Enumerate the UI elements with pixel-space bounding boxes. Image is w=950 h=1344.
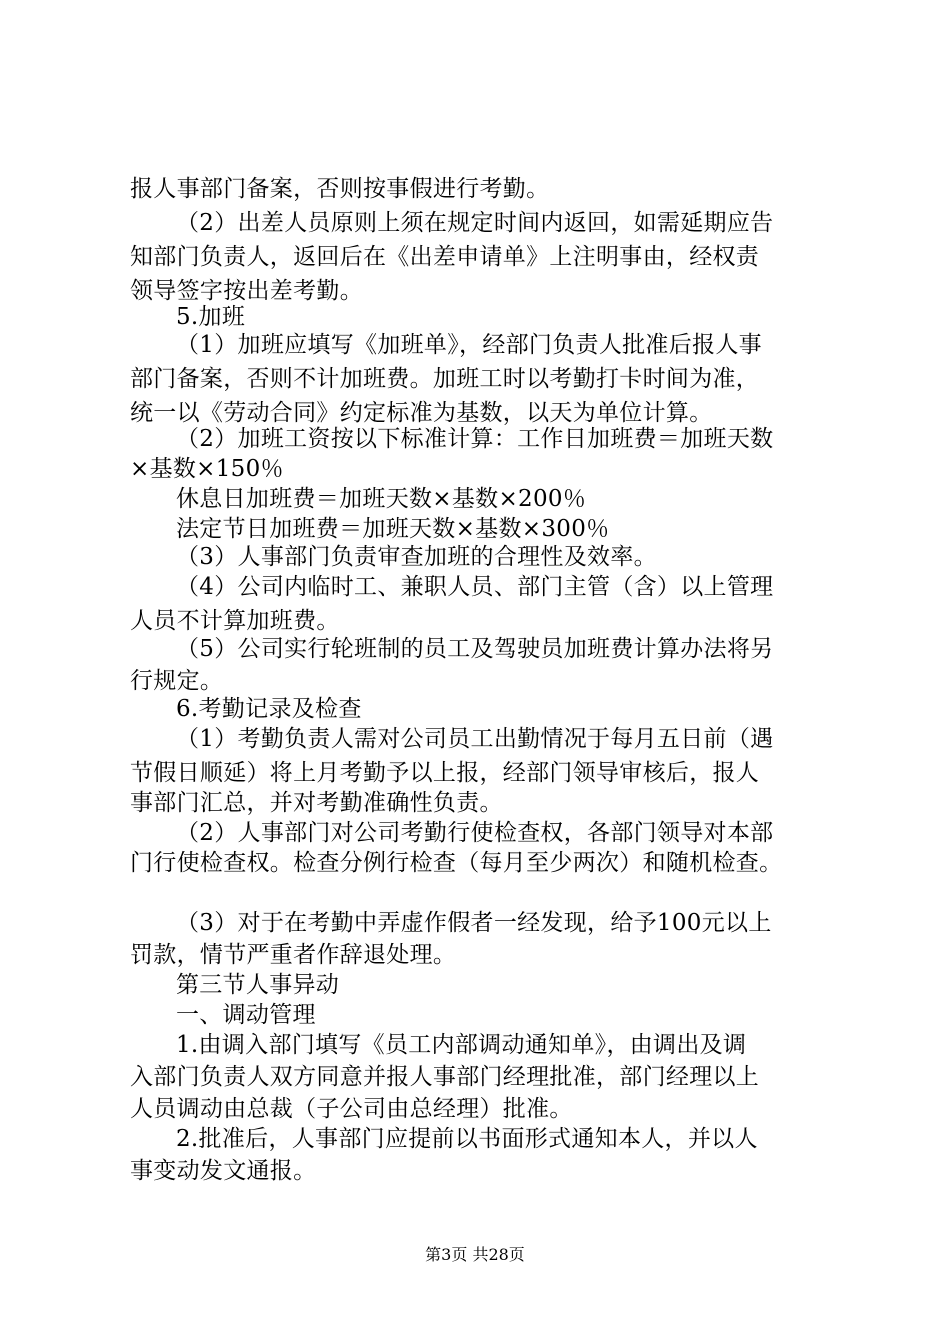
text-line-13: （3）人事部门负责审查加班的合理性及效率。 bbox=[176, 544, 657, 570]
section-heading-personnel-changes: 第三节人事异动 bbox=[176, 972, 340, 998]
text-line-10: ×基数×150％ bbox=[130, 456, 284, 482]
text-line-2: （2）出差人员原则上须在规定时间内返回，如需延期应告 bbox=[176, 210, 774, 236]
text-line-9: （2）加班工资按以下标准计算：工作日加班费＝加班天数 bbox=[176, 426, 774, 452]
page-number-footer: 第3页 共28页 bbox=[425, 1245, 525, 1264]
text-line-14: （4）公司内临时工、兼职人员、部门主管（含）以上管理 bbox=[176, 574, 774, 600]
text-line-6: （1）加班应填写《加班单》，经部门负责人批准后报人事 bbox=[176, 332, 762, 358]
text-line-21: 事部门汇总，并对考勤准确性负责。 bbox=[130, 790, 503, 816]
text-line-8: 统一以《劳动合同》约定标准为基数，以天为单位计算。 bbox=[130, 400, 713, 426]
section-heading-attendance-records: 6.考勤记录及检查 bbox=[176, 696, 362, 722]
section-heading-transfer-management: 一、调动管理 bbox=[176, 1002, 316, 1028]
section-heading-overtime: 5.加班 bbox=[176, 304, 246, 330]
text-line-1: 报人事部门备案，否则按事假进行考勤。 bbox=[130, 176, 550, 202]
text-line-3: 知部门负责人，返回后在《出差申请单》上注明事由，经权责 bbox=[130, 244, 760, 270]
text-line-31: 2.批准后，人事部门应提前以书面形式通知本人，并以人 bbox=[176, 1126, 758, 1152]
text-line-32: 事变动发文通报。 bbox=[130, 1158, 317, 1184]
text-line-15: 人员不计算加班费。 bbox=[130, 608, 340, 634]
text-line-28: 1.由调入部门填写《员工内部调动通知单》，由调出及调 bbox=[176, 1032, 747, 1058]
text-line-20: 节假日顺延）将上月考勤予以上报，经部门领导审核后，报人 bbox=[130, 760, 760, 786]
text-line-29: 入部门负责人双方同意并报人事部门经理批准，部门经理以上 bbox=[130, 1064, 760, 1090]
text-line-23: 门行使检查权。检查分例行检查（每月至少两次）和随机检查。 bbox=[130, 850, 783, 876]
text-line-25: 罚款，情节严重者作辞退处理。 bbox=[130, 942, 457, 968]
text-line-4: 领导签字按出差考勤。 bbox=[130, 278, 363, 304]
text-line-12: 法定节日加班费＝加班天数×基数×300％ bbox=[176, 516, 610, 542]
text-line-30: 人员调动由总裁（子公司由总经理）批准。 bbox=[130, 1096, 573, 1122]
text-line-7: 部门备案，否则不计加班费。加班工时以考勤打卡时间为准， bbox=[130, 366, 760, 392]
text-line-24: （3）对于在考勤中弄虚作假者一经发现，给予100元以上 bbox=[176, 910, 772, 936]
text-line-17: 行规定。 bbox=[130, 668, 224, 694]
text-line-22: （2）人事部门对公司考勤行使检查权，各部门领导对本部 bbox=[176, 820, 774, 846]
text-line-11: 休息日加班费＝加班天数×基数×200％ bbox=[176, 486, 587, 512]
text-line-16: （5）公司实行轮班制的员工及驾驶员加班费计算办法将另 bbox=[176, 636, 774, 662]
text-line-19: （1）考勤负责人需对公司员工出勤情况于每月五日前（遇 bbox=[176, 726, 774, 752]
